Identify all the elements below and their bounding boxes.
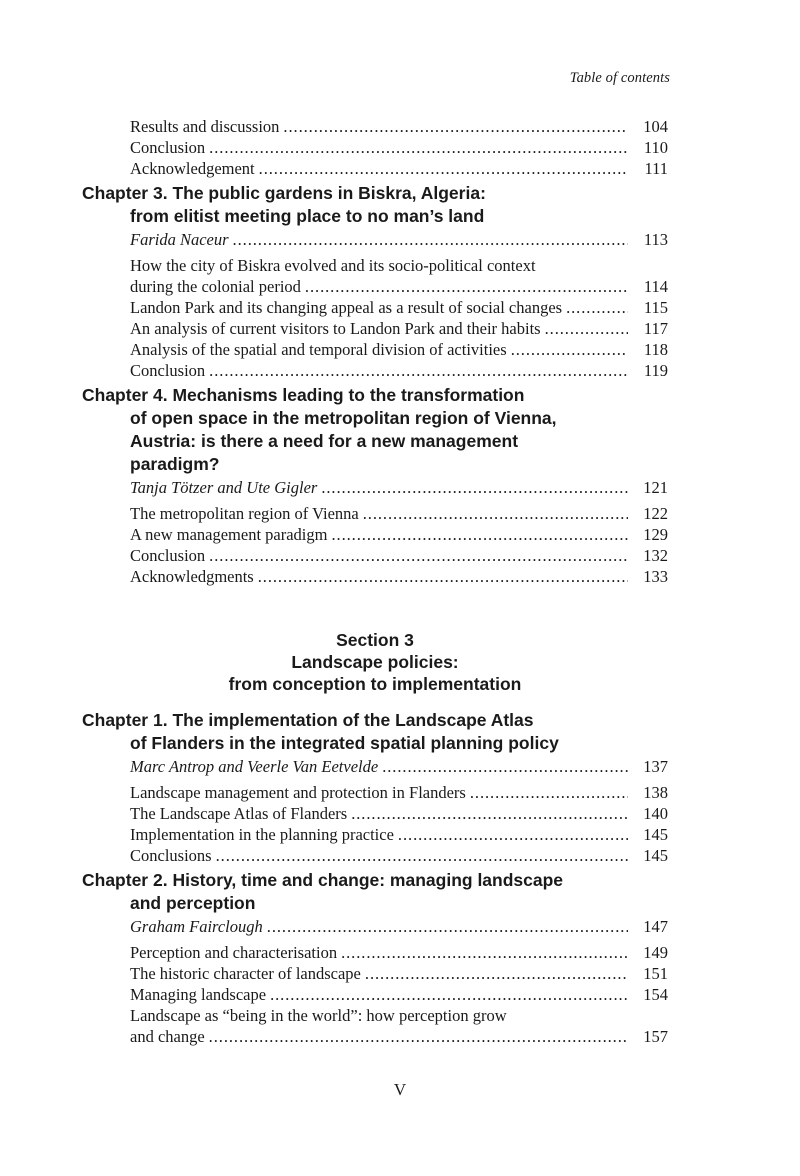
chapter-author: Graham Fairclough . . . 147 [130,916,668,937]
toc-entry[interactable]: Conclusion . . . 119 [130,360,668,381]
toc-entry-line[interactable]: Landscape as “being in the world”: how perception grow [130,1006,507,1025]
toc-entry[interactable]: Conclusion . . . 132 [130,545,668,566]
toc-entry[interactable]: Implementation in the planning practice . . . 145 [130,824,668,845]
chapter-author: Farida Naceur . . . 113 [130,229,668,250]
chapter-heading-line: and perception [130,893,256,913]
chapter-heading-line: from elitist meeting place to no man’s land [130,206,485,226]
chapter-heading[interactable] [82,869,668,915]
toc-entry[interactable]: Landon Park and its changing appeal as a result of social changes . . . 115 [130,297,668,318]
toc-entry[interactable]: and change . . . 157 [130,1026,668,1047]
toc-entry[interactable]: Analysis of the spatial and temporal division of activities . . . 118 [130,339,668,360]
toc-entry[interactable]: Managing landscape . . . 154 [130,984,668,1005]
page-number: V [393,1080,407,1099]
toc-entry[interactable]: The Landscape Atlas of Flanders . . . 140 [130,803,668,824]
toc-entry[interactable]: Acknowledgement . . . 111 [130,158,668,179]
chapter-heading-line: Chapter 1. The implementation of the Landscape Atlas [82,710,534,730]
chapter-heading-line: paradigm? [130,454,220,474]
section-number: Section 3 [336,630,414,650]
toc-entry[interactable]: An analysis of current visitors to Landon Park and their habits . . . 117 [130,318,668,339]
chapter-heading-line: of Flanders in the integrated spatial planning policy [130,733,559,753]
chapter-heading-line: Austria: is there a need for a new management [130,431,519,451]
chapter-heading[interactable] [82,182,668,228]
running-header: Table of contents [569,70,670,86]
chapter-heading-line: Chapter 3. The public gardens in Biskra, Algeria: [82,183,486,203]
chapter-heading-line: of open space in the metropolitan region of Vienna, [130,408,557,428]
toc-entry[interactable]: Acknowledgments . . . 133 [130,566,668,587]
toc-entry[interactable]: The historic character of landscape . . . 151 [130,963,668,984]
section-subtitle: from conception to implementation [228,674,522,694]
section-heading [82,629,668,695]
toc-content [82,116,668,1047]
toc-entry-line[interactable]: How the city of Biskra evolved and its socio-political context [130,256,536,275]
toc-entry[interactable]: The metropolitan region of Vienna . . . 122 [130,503,668,524]
toc-entry[interactable]: A new management paradigm . . . 129 [130,524,668,545]
chapter-heading-line: Chapter 4. Mechanisms leading to the transformation [82,385,525,405]
chapter-heading[interactable] [82,709,668,755]
chapter-heading[interactable] [82,384,668,476]
chapter-author: Marc Antrop and Veerle Van Eetvelde . . . 137 [130,756,668,777]
toc-entry[interactable]: during the colonial period . . . 114 [130,276,668,297]
toc-entry[interactable]: Conclusions . . . 145 [130,845,668,866]
toc-entry[interactable]: Landscape management and protection in Flanders . . . 138 [130,782,668,803]
chapter-author: Tanja Tötzer and Ute Gigler . . . 121 [130,477,668,498]
chapter-heading-line: Chapter 2. History, time and change: managing landscape [82,870,564,890]
section-title: Landscape policies: [291,652,459,672]
toc-entry[interactable]: Perception and characterisation . . . 149 [130,942,668,963]
toc-entry[interactable]: Conclusion . . . 110 [130,137,668,158]
toc-entry[interactable]: Results and discussion . . . 104 [130,116,668,137]
